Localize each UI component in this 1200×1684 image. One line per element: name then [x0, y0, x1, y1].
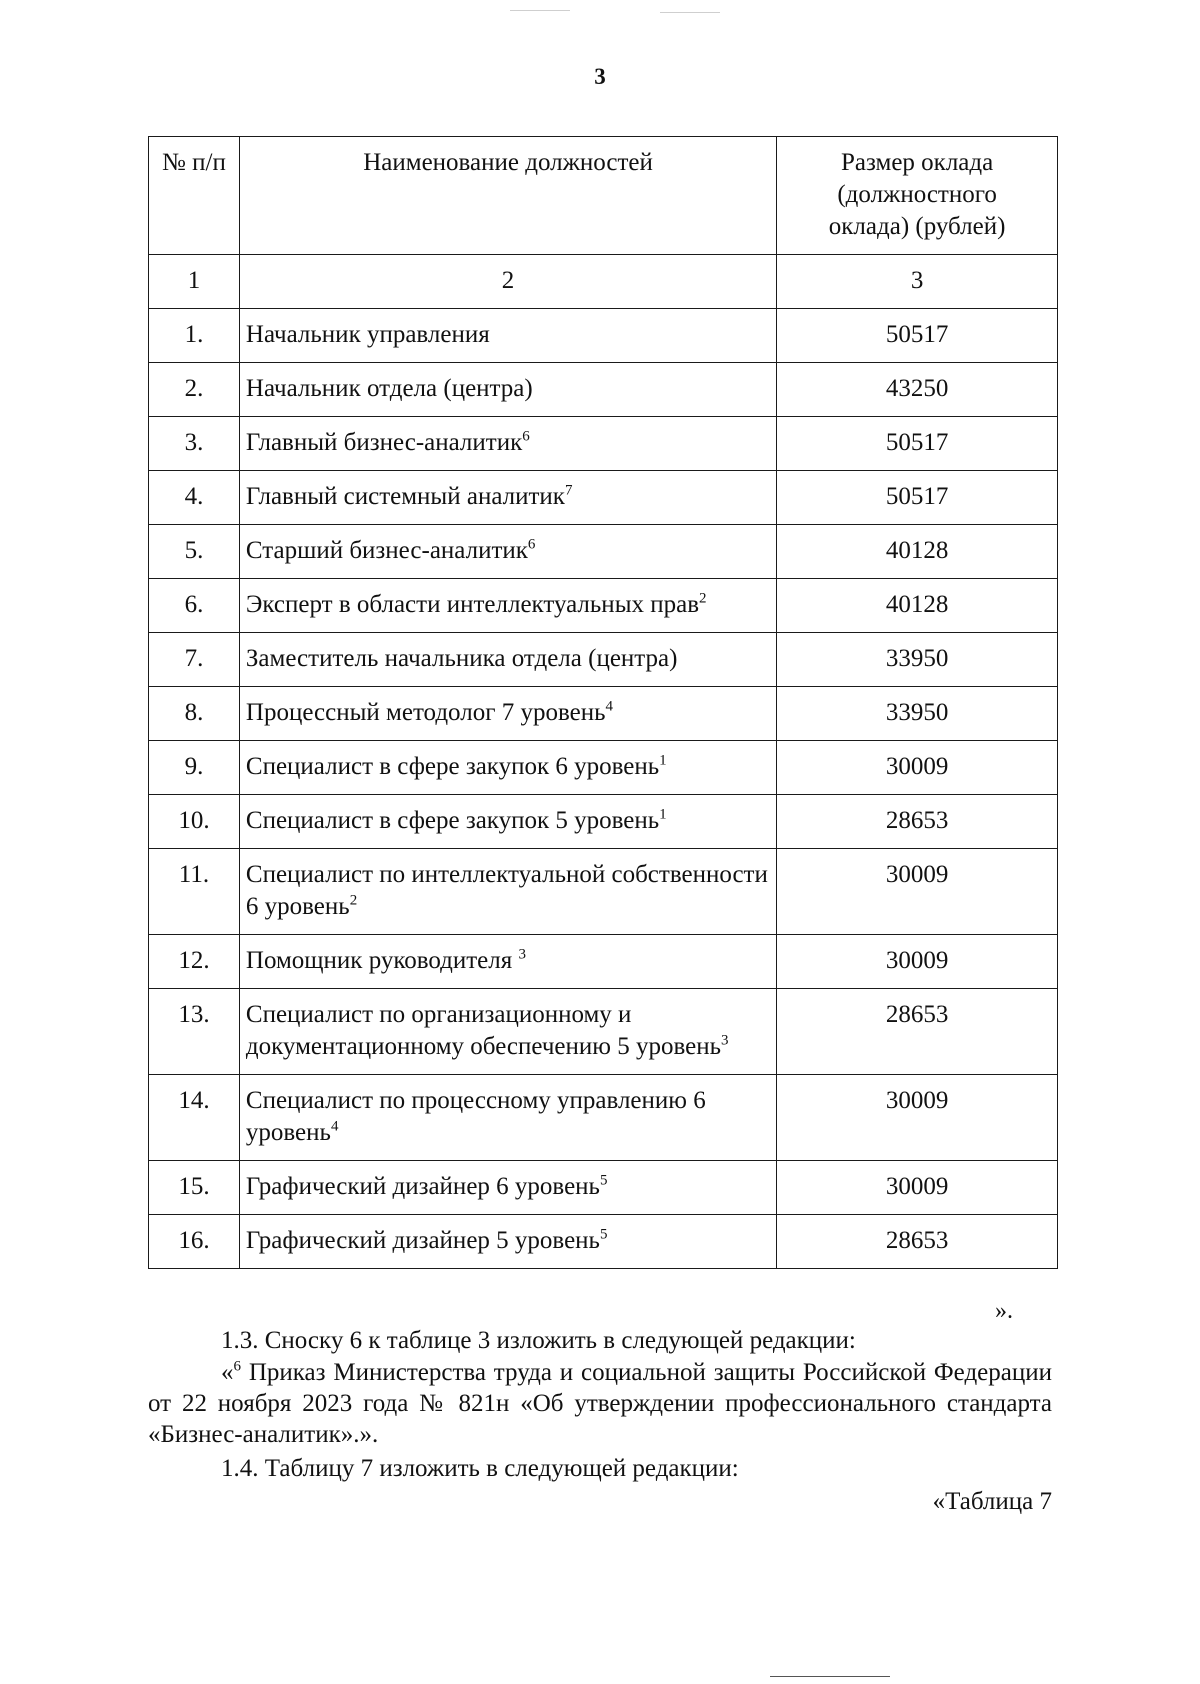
salary-value: 30009	[777, 741, 1058, 795]
position-name	[239, 795, 776, 849]
position-name	[239, 417, 776, 471]
header-salary	[777, 137, 1058, 255]
table-row	[149, 417, 1058, 471]
salary-value: 30009	[777, 1075, 1058, 1161]
position-name-text: Графический дизайнер 6 уровень	[245, 1173, 600, 1200]
row-number: 14.	[149, 1075, 240, 1161]
salary-value: 33950	[777, 687, 1058, 741]
salary-value: 40128	[777, 579, 1058, 633]
header-salary-line1: Размер оклада	[840, 149, 994, 176]
salary-value: 30009	[777, 1161, 1058, 1215]
row-number: 2.	[149, 363, 240, 417]
position-name-text: Специалист по процессному управлению 6 уровень	[245, 1087, 706, 1146]
position-name-text: Заместитель начальника отдела (центра)	[245, 645, 678, 672]
salary-value: 30009	[777, 849, 1058, 935]
position-name-text: Эксперт в области интеллектуальных прав	[245, 591, 700, 618]
item-1-3: 1.3. Сноску 6 к таблице 3 изложить в следующей редакции:	[221, 1327, 856, 1354]
scan-artifact-top-right	[660, 12, 720, 13]
footnote-reference: 1	[659, 806, 667, 823]
table-row	[149, 1161, 1058, 1215]
position-name	[239, 1075, 776, 1161]
row-number: 12.	[149, 935, 240, 989]
footnote-body: Приказ Министерства труда и социальной защиты Российской Федерации от 22 ноября 2023 года № 821н «Об утверждении профессионального стандарта «Бизнес-аналитик».».	[148, 1359, 1052, 1448]
salary-value: 33950	[777, 633, 1058, 687]
table-7-label: «Таблица 7	[932, 1488, 1052, 1515]
salary-value: 28653	[777, 795, 1058, 849]
footnote-reference: 4	[330, 1118, 339, 1135]
salary-value: 40128	[777, 525, 1058, 579]
row-number: 5.	[149, 525, 240, 579]
position-name-text: Начальник отдела (центра)	[245, 375, 533, 402]
table-row	[149, 309, 1058, 363]
salary-value: 50517	[777, 471, 1058, 525]
table-row	[149, 795, 1058, 849]
table-row	[149, 579, 1058, 633]
footnote-reference: 3	[721, 1032, 729, 1049]
position-name-text: Графический дизайнер 5 уровень	[245, 1227, 600, 1254]
position-name	[239, 1161, 776, 1215]
salary-value: 28653	[777, 989, 1058, 1075]
column-index-3: 3	[777, 255, 1058, 309]
table-row	[149, 1215, 1058, 1269]
position-name	[239, 849, 776, 935]
table-body	[149, 309, 1058, 1269]
position-name	[239, 579, 776, 633]
row-number: 15.	[149, 1161, 240, 1215]
table-row	[149, 363, 1058, 417]
position-name-text: Процессный методолог 7 уровень	[245, 699, 606, 726]
position-name-text: Помощник руководителя	[245, 947, 519, 974]
position-name-text: Старший бизнес-аналитик	[245, 537, 528, 564]
position-name-text: Специалист по интеллектуальной собственности 6 уровень	[245, 861, 768, 920]
salary-table	[148, 136, 1058, 1269]
row-number: 9.	[149, 741, 240, 795]
row-number: 8.	[149, 687, 240, 741]
position-name	[239, 741, 776, 795]
table-row	[149, 1075, 1058, 1161]
salary-value: 28653	[777, 1215, 1058, 1269]
salary-value: 50517	[777, 417, 1058, 471]
header-position-name: Наименование должностей	[239, 137, 776, 255]
position-name-text: Специалист в сфере закупок 5 уровень	[245, 807, 660, 834]
footnote-reference: 6	[522, 428, 530, 445]
table-row	[149, 633, 1058, 687]
footnote-open-quote: «	[221, 1359, 234, 1386]
table-row	[149, 989, 1058, 1075]
table-row	[149, 741, 1058, 795]
footnote-reference: 4	[605, 698, 613, 715]
row-number: 4.	[149, 471, 240, 525]
header-number: № п/п	[149, 137, 240, 255]
row-number: 6.	[149, 579, 240, 633]
position-name	[239, 989, 776, 1075]
row-number: 7.	[149, 633, 240, 687]
footnote-reference: 1	[659, 752, 667, 769]
position-name	[239, 471, 776, 525]
footnote-reference: 7	[564, 482, 573, 499]
table-row	[149, 471, 1058, 525]
row-number: 3.	[149, 417, 240, 471]
footnote-marker: 6	[233, 1358, 241, 1375]
position-name-text: Начальник управления	[245, 321, 490, 348]
salary-value: 43250	[777, 363, 1058, 417]
column-index-row	[149, 255, 1058, 309]
column-index-1: 1	[149, 255, 240, 309]
table-header-row	[149, 137, 1058, 255]
header-salary-line2: (должностного	[837, 181, 997, 208]
footnote-reference: 5	[599, 1226, 608, 1243]
position-name-text: Главный бизнес-аналитик	[245, 429, 523, 456]
table-row	[149, 849, 1058, 935]
position-name	[239, 363, 776, 417]
row-number: 13.	[149, 989, 240, 1075]
table-row	[149, 525, 1058, 579]
footnote-reference: 2	[699, 590, 707, 607]
scan-artifact-bottom	[770, 1676, 890, 1677]
position-name	[239, 525, 776, 579]
table-row	[149, 935, 1058, 989]
footnote-reference: 3	[518, 946, 526, 963]
row-number: 1.	[149, 309, 240, 363]
page-number: 3	[594, 64, 606, 89]
position-name	[239, 1215, 776, 1269]
row-number: 16.	[149, 1215, 240, 1269]
salary-value: 50517	[777, 309, 1058, 363]
position-name-text: Специалист в сфере закупок 6 уровень	[245, 753, 660, 780]
table-row	[149, 687, 1058, 741]
position-name-text: Главный системный аналитик	[245, 483, 565, 510]
scan-artifact-top	[510, 10, 570, 11]
salary-value: 30009	[777, 935, 1058, 989]
row-number: 10.	[149, 795, 240, 849]
footnote-reference: 6	[527, 536, 536, 553]
item-1-4: 1.4. Таблицу 7 изложить в следующей редакции:	[221, 1455, 739, 1482]
position-name	[239, 309, 776, 363]
row-number: 11.	[149, 849, 240, 935]
position-name	[239, 633, 776, 687]
footnote-reference: 2	[349, 892, 358, 909]
table-closing-quote: ».	[995, 1298, 1013, 1324]
column-index-2: 2	[239, 255, 776, 309]
position-name	[239, 687, 776, 741]
position-name-text: Специалист по организационному и документационному обеспечению 5 уровень	[245, 1001, 722, 1060]
footnote-reference: 5	[599, 1172, 608, 1189]
header-salary-line3: оклада) (рублей)	[828, 213, 1006, 240]
footnote-6-text	[148, 1357, 1052, 1450]
position-name	[239, 935, 776, 989]
